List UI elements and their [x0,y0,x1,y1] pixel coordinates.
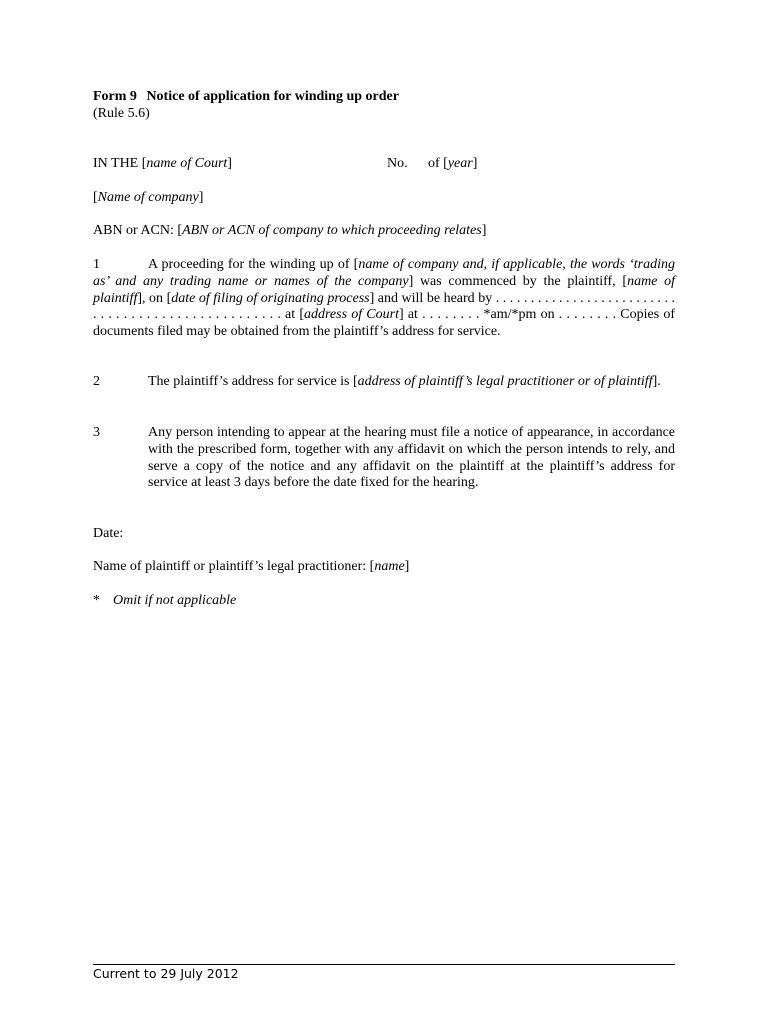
paragraph-body [148,374,675,391]
paragraph-3 [93,425,675,492]
company-name-line [93,190,203,207]
paragraph-number: 2 [93,374,100,389]
rule-reference: (Rule 5.6) [93,106,150,121]
abn-label: ABN or ACN: [ [93,223,183,238]
company-placeholder: Name of company [97,190,199,205]
form-title-text: Notice of application for winding up order [146,89,399,104]
placeholder-plaintiff: name of plaintiff [93,273,675,306]
placeholder-filing-date: date of filing of originating process [171,290,370,306]
paragraph-number: 3 [93,425,100,440]
court-suffix: ] [227,156,232,171]
placeholder-company-trading: name of company and, if applicable, the words ‘trading as’ and any trading name or names of the company [93,257,675,289]
bracket-close: ] [404,559,410,574]
form-number: Form 9 [93,89,137,104]
paragraph-text: ] at . . . . . . . . *am/*pm on . . . . . . . . Copies of documents filed may be obtained from the plaintiff’s address for service. [93,307,675,340]
paragraph-2 [93,374,675,391]
proceeding-number-label: No. [387,156,408,171]
placeholder-court-address: address of Court [304,307,399,323]
year-field [428,156,477,173]
footnote-text: Omit if not applicable [113,593,237,608]
name-placeholder: name [374,559,405,574]
bracket-open: [ [93,190,98,205]
court-name-placeholder: name of Court [146,156,228,171]
paragraph-body: Any person intending to appear at the hearing must file a notice of appearance, in accordance with the prescribed form, together with any affidavit on which the person intends to rely, and serve a copy of the notice and any affidavit on the plaintiff at the plaintiff’s address for service at least 3 days before the date fixed for the hearing. [148,425,675,491]
name-label: Name of plaintiff or plaintiff’s legal practitioner: [ [93,559,375,574]
paragraph-number: 1 [93,257,100,272]
year-placeholder: year [447,156,473,171]
footer-currency-date: Current to 29 July 2012 [93,966,239,981]
year-suffix: ] [472,156,478,171]
year-prefix: of [ [428,156,448,171]
abn-placeholder: ABN or ACN of company to which proceeding relates [182,223,482,238]
footnote-star: * [93,593,100,608]
form-title [93,89,399,106]
bracket-close: ] [198,190,204,205]
bracket-close: ] [481,223,487,238]
court-prefix: IN THE [ [93,156,147,171]
paragraph-text: The plaintiff’s address for service is [ [148,374,358,389]
paragraph-text: ]. [652,374,661,389]
paragraph-1 [93,257,675,341]
paragraph-text: A proceeding for the winding up of [ [148,257,359,272]
plaintiff-name-line [93,559,409,576]
abn-line [93,223,486,240]
paragraph-text: ] was commenced by the plaintiff, [ [408,273,628,289]
footnote [93,593,236,610]
footer-divider [93,964,675,965]
date-label: Date: [93,526,124,541]
placeholder-service-address: address of plaintiff’s legal practitioner or of plaintiff [357,374,653,389]
paragraph-text: ], on [ [137,290,172,306]
paragraph-text: ] and will be heard by . . . . . . . . . . . . . . . . . . . . . . . . . . . . . . . . . . . . . . . . . . . . . . . . . . . at [ [93,290,675,323]
court-heading [93,156,675,173]
